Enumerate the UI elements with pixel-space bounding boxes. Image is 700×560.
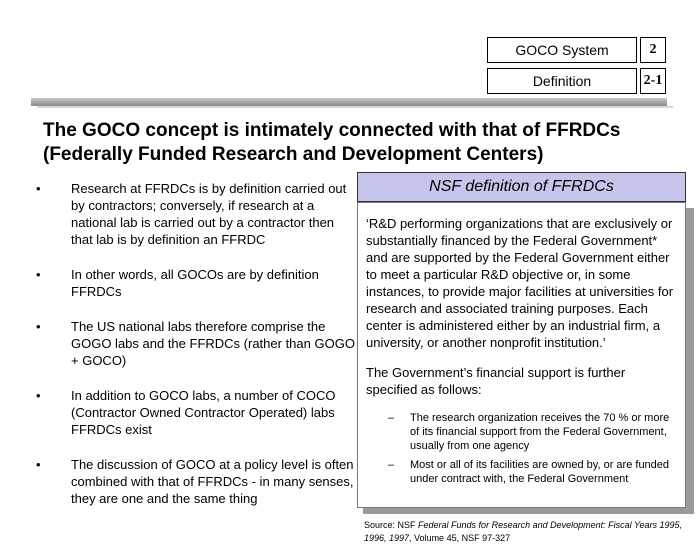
bullet-dot: • bbox=[36, 388, 41, 403]
bullet-item bbox=[36, 180, 356, 248]
criteria-text: The research organization receives the 70 % or more of its financial support from the Federal Government, usually from one agency bbox=[410, 412, 670, 452]
bullet-dot: • bbox=[36, 319, 41, 334]
source-prefix: Source: NSF bbox=[364, 520, 419, 530]
subsection-number: 2-1 bbox=[643, 73, 663, 88]
bullet-dot: • bbox=[36, 457, 41, 472]
page-title: The GOCO concept is intimately connected with that of FFRDCs (Federally Funded Research and Development Centers) bbox=[43, 120, 621, 165]
nsf-heading: NSF definition of FFRDCs bbox=[429, 178, 614, 195]
nsf-definition-box bbox=[357, 202, 686, 508]
bullet-item bbox=[36, 387, 356, 438]
bullet-dot: • bbox=[36, 267, 41, 282]
subsection-number-box bbox=[640, 68, 666, 94]
bullet-text: Research at FFRDCs is by definition carried out by contractors; conversely, if research at a national lab is carried out by a contractor then that lab is by definition an FFRDC bbox=[71, 181, 347, 247]
dash-marker: – bbox=[388, 412, 395, 424]
subsection-label-box bbox=[487, 68, 637, 94]
bullet-dot: • bbox=[36, 181, 41, 196]
bullet-text: In other words, all GOCOs are by definition FFRDCs bbox=[71, 267, 319, 299]
section-label-box bbox=[487, 37, 637, 63]
section-number-box bbox=[640, 37, 666, 63]
subsection-label: Definition bbox=[532, 73, 592, 89]
dash-marker: – bbox=[388, 459, 395, 471]
nsf-definition-text: ‘R&D performing organizations that are exclusively or substantially financed by the Federal Government* and are supported by the Federal Government either to meet a particular R&D objective or, in some instances, to provide major facilities at universities for research and associated training purposes. Each center is administered either by an industrial firm, a university, or another nonprofit institution.’ bbox=[366, 216, 674, 350]
nsf-heading-box bbox=[357, 172, 686, 202]
bullet-text: In addition to GOCO labs, a number of COCO (Contractor Owned Contractor Operated) labs FFRDCs exist bbox=[71, 388, 336, 437]
bullet-text: The discussion of GOCO at a policy level is often combined with that of FFRDCs - in many senses, they are one and the same thing bbox=[71, 457, 354, 506]
section-label: GOCO System bbox=[515, 42, 609, 58]
bullet-list bbox=[36, 180, 356, 525]
bullet-item bbox=[36, 456, 356, 507]
criteria-text: Most or all of its facilities are owned by, or are funded under contract with, the Federal Government bbox=[410, 459, 670, 485]
source-suffix: , Volume 45, NSF 97-327 bbox=[409, 533, 511, 543]
criteria-list bbox=[366, 411, 677, 486]
nsf-support-intro: The Government’s financial support is further specified as follows: bbox=[366, 365, 626, 397]
bullet-item bbox=[36, 266, 356, 300]
criteria-item bbox=[366, 411, 677, 453]
source-note bbox=[364, 519, 684, 545]
source-publication: Federal Funds for Research and Development: Fiscal Years 1995, 1996, 1997 bbox=[364, 520, 683, 543]
header-rule bbox=[31, 98, 667, 106]
criteria-item bbox=[366, 458, 677, 486]
bullet-item bbox=[36, 318, 356, 369]
section-number: 2 bbox=[649, 42, 657, 57]
bullet-text: The US national labs therefore comprise the GOGO labs and the FFRDCs (rather than GOGO + GOCO) bbox=[71, 319, 355, 368]
